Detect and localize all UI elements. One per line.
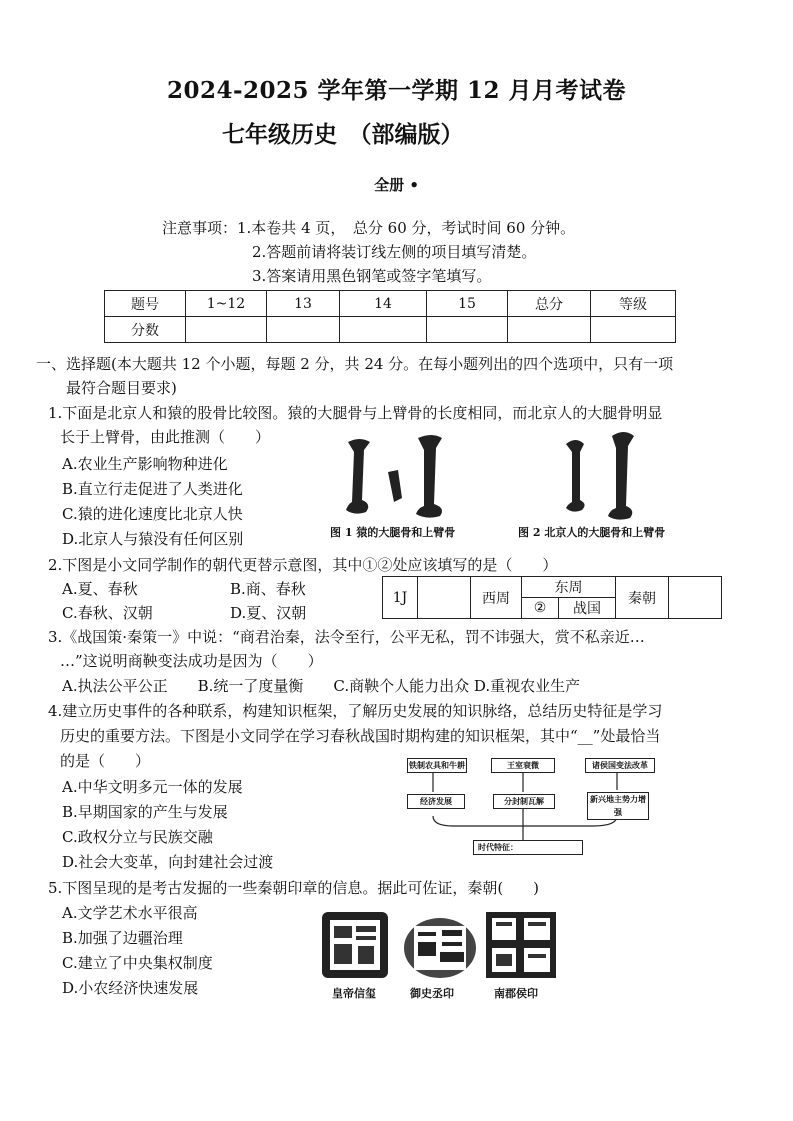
notes-line-2: 2.答题前请将装订线左侧的项目填写清楚。 bbox=[252, 243, 537, 261]
seal-caption-3: 南郡侯印 bbox=[494, 987, 538, 1000]
framework-box-reforms: 诸侯国变法改革 bbox=[585, 758, 655, 773]
framework-box-iron-tools: 铁制农具和牛耕 bbox=[407, 758, 467, 773]
exam-title: 2024-2025 学年第一学期 12 月月考试卷 bbox=[166, 77, 627, 104]
bone-comparison-figure bbox=[330, 432, 730, 522]
exam-subtitle: 七年级历史 （部编版） bbox=[222, 121, 464, 148]
q1-option-c[interactable]: C.猿的进化速度比北京人快 bbox=[62, 505, 243, 523]
score-header: 13 bbox=[267, 291, 340, 317]
score-header: 总分 bbox=[508, 291, 591, 317]
score-cell[interactable] bbox=[427, 317, 508, 343]
q2-option-c[interactable]: C.春秋、汉朝 bbox=[62, 604, 153, 622]
section1-heading: 一、选择题(本大题共 12 个小题，每题 2 分，共 24 分。在每小题列出的四个选项中，只有一项 bbox=[36, 355, 674, 373]
q5-option-d[interactable]: D.小农经济快速发展 bbox=[62, 979, 199, 997]
q4-stem-3: 的是（ ） bbox=[60, 752, 151, 770]
dynasty-zhanguo: 战国 bbox=[559, 598, 616, 619]
score-cell[interactable] bbox=[508, 317, 591, 343]
framework-box-enfeoffment: 分封制瓦解 bbox=[493, 794, 555, 809]
seal-nanjun-houyin bbox=[486, 912, 556, 978]
score-header: 等级 bbox=[591, 291, 676, 317]
dynasty-diagram bbox=[382, 576, 722, 619]
q1-stem-1: 1.下面是北京人和猿的股骨比较图。猿的大腿骨与上臂骨的长度相同，而北京人的大腿骨明显 bbox=[48, 404, 663, 422]
ape-fragment-shape bbox=[388, 470, 402, 502]
q3-stem-2: …”这说明商鞅变法成功是因为（ ） bbox=[60, 652, 323, 670]
q5-option-a[interactable]: A.文学艺术水平很高 bbox=[62, 904, 198, 922]
q3-stem-1: 3.《战国策·秦策一》中说：“商君治秦，法令至行，公平无私，罚不讳强大，赏不私亲近… bbox=[48, 628, 645, 646]
human-humerus-shape bbox=[566, 440, 585, 512]
q2-option-d[interactable]: D.夏、汉朝 bbox=[230, 604, 307, 622]
score-cell[interactable] bbox=[340, 317, 427, 343]
score-table bbox=[104, 290, 676, 343]
q5-stem: 5.下图呈现的是考古发掘的一些秦朝印章的信息。据此可佐证，秦朝( ) bbox=[48, 879, 540, 897]
score-header: 题号 bbox=[105, 291, 186, 317]
dynasty-xizhou: 西周 bbox=[471, 577, 522, 619]
dynasty-blank-1 bbox=[418, 577, 471, 619]
score-row-label: 分数 bbox=[105, 317, 186, 343]
q1-option-b[interactable]: B.直立行走促进了人类进化 bbox=[62, 480, 243, 498]
q2-stem: 2.下图是小文同学制作的朝代更替示意图，其中①②处应该填写的是（ ） bbox=[48, 556, 558, 574]
score-header: 14 bbox=[340, 291, 427, 317]
notes-line-3: 3.答案请用黑色钢笔或签字笔填写。 bbox=[252, 267, 492, 285]
q3-options[interactable]: A.执法公平公正 B.统一了度量衡 C.商鞅个人能力出众 D.重视农业生产 bbox=[62, 677, 581, 695]
ape-femur-shape bbox=[346, 439, 370, 514]
q4-option-a[interactable]: A.中华文明多元一体的发展 bbox=[62, 778, 243, 796]
dynasty-cell-1: 1J bbox=[383, 577, 418, 619]
score-header: 15 bbox=[427, 291, 508, 317]
figure1-caption: 图 1 猿的大腿骨和上臂骨 bbox=[330, 526, 456, 539]
framework-box-era-feature: 时代特征： bbox=[473, 840, 583, 855]
notes-line-1: 注意事项：1.本卷共 4 页， 总分 60 分，考试时间 60 分钟。 bbox=[162, 219, 576, 237]
framework-box-landlords: 新兴地主势力增强 bbox=[587, 792, 649, 820]
seal-caption-2: 御史丞印 bbox=[410, 987, 454, 1000]
figure2-caption: 图 2 北京人的大腿骨和上臂骨 bbox=[518, 526, 666, 539]
dynasty-qin: 秦朝 bbox=[616, 577, 669, 619]
knowledge-framework-diagram bbox=[405, 756, 670, 856]
exam-scope: 全册 • bbox=[374, 176, 419, 194]
framework-box-royal-decline: 王室衰微 bbox=[491, 758, 555, 773]
section1-heading-2: 最符合题目要求) bbox=[66, 379, 177, 397]
q4-stem-2: 历史的重要方法。下图是小文同学在学习春秋战国时期构建的知识框架，其中“__”处最恰当 bbox=[60, 727, 661, 745]
score-cell[interactable] bbox=[267, 317, 340, 343]
q4-option-c[interactable]: C.政权分立与民族交融 bbox=[62, 828, 213, 846]
q5-option-c[interactable]: C.建立了中央集权制度 bbox=[62, 954, 213, 972]
q4-option-d[interactable]: D.社会大变革，向封建社会过渡 bbox=[62, 853, 274, 871]
seal-caption-1: 皇帝信玺 bbox=[332, 987, 376, 1000]
q1-option-d[interactable]: D.北京人与猿没有任何区别 bbox=[62, 530, 244, 548]
ape-humerus-shape bbox=[416, 435, 442, 518]
dynasty-circle-2: ② bbox=[522, 598, 559, 619]
q5-option-b[interactable]: B.加强了边疆治理 bbox=[62, 929, 183, 947]
seal-huangdi-xinxi bbox=[322, 912, 388, 978]
q1-option-a[interactable]: A.农业生产影响物种进化 bbox=[62, 455, 228, 473]
q2-option-a[interactable]: A.夏、春秋 bbox=[62, 580, 138, 598]
score-header: 1~12 bbox=[186, 291, 267, 317]
score-cell[interactable] bbox=[186, 317, 267, 343]
q2-option-b[interactable]: B.商、春秋 bbox=[230, 580, 306, 598]
q4-stem-1: 4.建立历史事件的各种联系，构建知识框架，了解历史发展的知识脉络，总结历史特征是学习 bbox=[48, 702, 663, 720]
qin-seals-figure bbox=[318, 908, 568, 984]
dynasty-dongzhou: 东周 bbox=[522, 577, 616, 598]
seal-yushi-chengyin bbox=[404, 918, 476, 978]
human-femur-shape bbox=[608, 432, 634, 520]
framework-box-economy: 经济发展 bbox=[407, 794, 465, 809]
q4-option-b[interactable]: B.早期国家的产生与发展 bbox=[62, 803, 228, 821]
dynasty-blank-2 bbox=[669, 577, 722, 619]
q1-stem-2: 长于上臂骨，由此推测（ ） bbox=[60, 428, 271, 446]
score-cell[interactable] bbox=[591, 317, 676, 343]
